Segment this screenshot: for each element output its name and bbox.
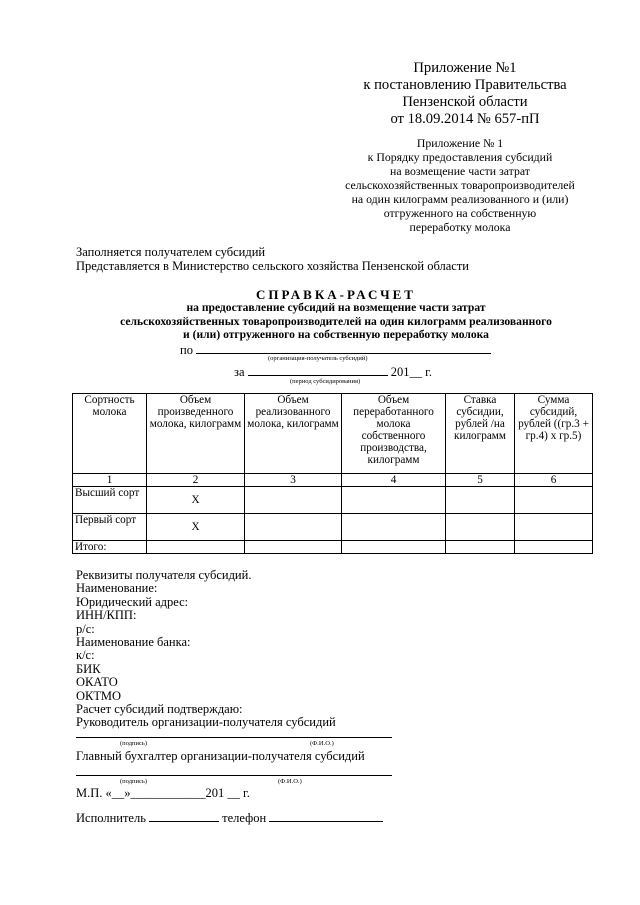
po-label: по <box>180 343 193 357</box>
phone-field[interactable] <box>269 810 383 822</box>
details-name: Наименование: <box>76 581 158 596</box>
recipient-details <box>76 569 336 730</box>
grade-label: Первый сорт <box>73 514 147 541</box>
rate-cell[interactable] <box>446 541 515 554</box>
details-oktmo: ОКТМО <box>76 688 121 703</box>
processed-cell[interactable] <box>342 514 446 541</box>
document-subtitle <box>76 301 596 342</box>
annex-sub-line: сельскохозяйственных товаропроизводителей <box>345 178 575 192</box>
annex-sub-block <box>330 136 590 234</box>
annex-main-line: Приложение №1 <box>413 60 517 76</box>
details-inn-kpp: ИНН/КПП: <box>76 608 137 623</box>
organization-hint: (организация-получатель субсидий) <box>268 355 368 362</box>
details-heading: Реквизиты получателя субсидий. <box>76 568 252 582</box>
column-number: 5 <box>446 474 515 487</box>
details-corr-account: к/с: <box>76 648 95 663</box>
column-number: 6 <box>515 474 593 487</box>
annex-sub-line: на возмещение части затрат <box>390 164 530 178</box>
executor-line <box>76 810 383 826</box>
sold-cell[interactable] <box>245 541 342 554</box>
rate-cell[interactable] <box>446 487 515 514</box>
za-label: за <box>234 365 245 379</box>
subsidy-table <box>72 393 593 554</box>
sold-cell[interactable] <box>245 487 342 514</box>
annex-sub-line: отгруженного на собственную <box>383 206 537 220</box>
column-number: 3 <box>245 474 342 487</box>
year-text: 201__ г. <box>390 365 432 379</box>
executor-label: Исполнитель <box>76 811 146 825</box>
header-cell: Сумма субсидий, рублей ((гр.3 + гр.4) х гр.5) <box>515 394 593 474</box>
header-cell: Ставка субсидии, рублей /на килограмм <box>446 394 515 474</box>
phone-label: телефон <box>222 811 267 825</box>
total-label: Итого: <box>73 541 147 554</box>
processed-cell[interactable] <box>342 487 446 514</box>
header-cell: Сортность молока <box>73 394 147 474</box>
table-row <box>73 514 593 541</box>
details-head: Руководитель организации-получателя субсидий <box>76 715 336 730</box>
filled-by-note: Заполняется получателем субсидий <box>76 245 266 259</box>
processed-cell[interactable] <box>342 541 446 554</box>
annex-main-block <box>330 60 600 128</box>
organization-field[interactable] <box>196 342 491 354</box>
details-bank-name: Наименование банка: <box>76 635 191 650</box>
annex-sub-line: на один килограмм реализованного и (или) <box>351 192 569 206</box>
fio-hint: (Ф.И.О.) <box>278 778 302 785</box>
table-number-row <box>73 474 593 487</box>
sign-hint: (подпись) <box>120 778 147 785</box>
annex-sub-line: к Порядку предоставления субсидий <box>367 150 553 164</box>
sign-hint: (подпись) <box>120 740 147 747</box>
table-row <box>73 487 593 514</box>
accountant-signature-line[interactable] <box>76 775 392 776</box>
details-bik: БИК <box>76 661 101 676</box>
subtitle-line: сельскохозяйственных товаропроизводителей на один килограмм реализованного <box>120 314 552 328</box>
head-signature-line[interactable] <box>76 737 392 738</box>
produced-cell: Х <box>147 487 245 514</box>
subtitle-line: на предоставление субсидий на возмещение части затрат <box>186 301 486 314</box>
details-address: Юридический адрес: <box>76 594 189 609</box>
submitted-to-note: Представляется в Министерство сельского хозяйства Пензенской области <box>76 259 469 273</box>
period-field[interactable] <box>248 364 388 376</box>
table-header-row <box>73 394 593 474</box>
sold-cell[interactable] <box>245 514 342 541</box>
document-title: СПРАВКА-РАСЧЕТ <box>256 287 416 302</box>
table-row <box>73 541 593 554</box>
details-okato: ОКАТО <box>76 675 118 690</box>
annex-main-line: к постановлению Правительства <box>363 77 567 93</box>
produced-cell <box>147 541 245 554</box>
annex-sub-line: Приложение № 1 <box>416 136 504 150</box>
header-cell: Объем переработанного молока собственного производства, килограмм <box>342 394 446 474</box>
sum-cell[interactable] <box>515 514 593 541</box>
chief-accountant-label: Главный бухгалтер организации-получателя субсидий <box>76 749 365 763</box>
annex-sub-line: переработку молока <box>409 220 511 234</box>
rate-cell[interactable] <box>446 514 515 541</box>
column-number: 4 <box>342 474 446 487</box>
sum-cell[interactable] <box>515 541 593 554</box>
annex-main-line: Пензенской области <box>402 94 528 110</box>
subtitle-line: и (или) отгруженного на собственную переработку молока <box>183 328 489 341</box>
produced-cell: Х <box>147 514 245 541</box>
sum-cell[interactable] <box>515 487 593 514</box>
details-confirm: Расчет субсидий подтверждаю: <box>76 702 243 717</box>
header-cell: Объем реализованного молока, килограмм <box>245 394 342 474</box>
fio-hint: (Ф.И.О.) <box>310 740 334 747</box>
stamp-date: М.П. «__»____________201 __ г. <box>76 786 250 800</box>
grade-label: Высший сорт <box>73 487 147 514</box>
executor-field[interactable] <box>149 810 219 822</box>
column-number: 2 <box>147 474 245 487</box>
header-cell: Объем произведенного молока, килограмм <box>147 394 245 474</box>
details-account: р/с: <box>76 621 95 636</box>
annex-main-line: от 18.09.2014 № 657-пП <box>390 111 540 127</box>
column-number: 1 <box>73 474 147 487</box>
period-hint: (период субсидирования) <box>290 378 361 385</box>
